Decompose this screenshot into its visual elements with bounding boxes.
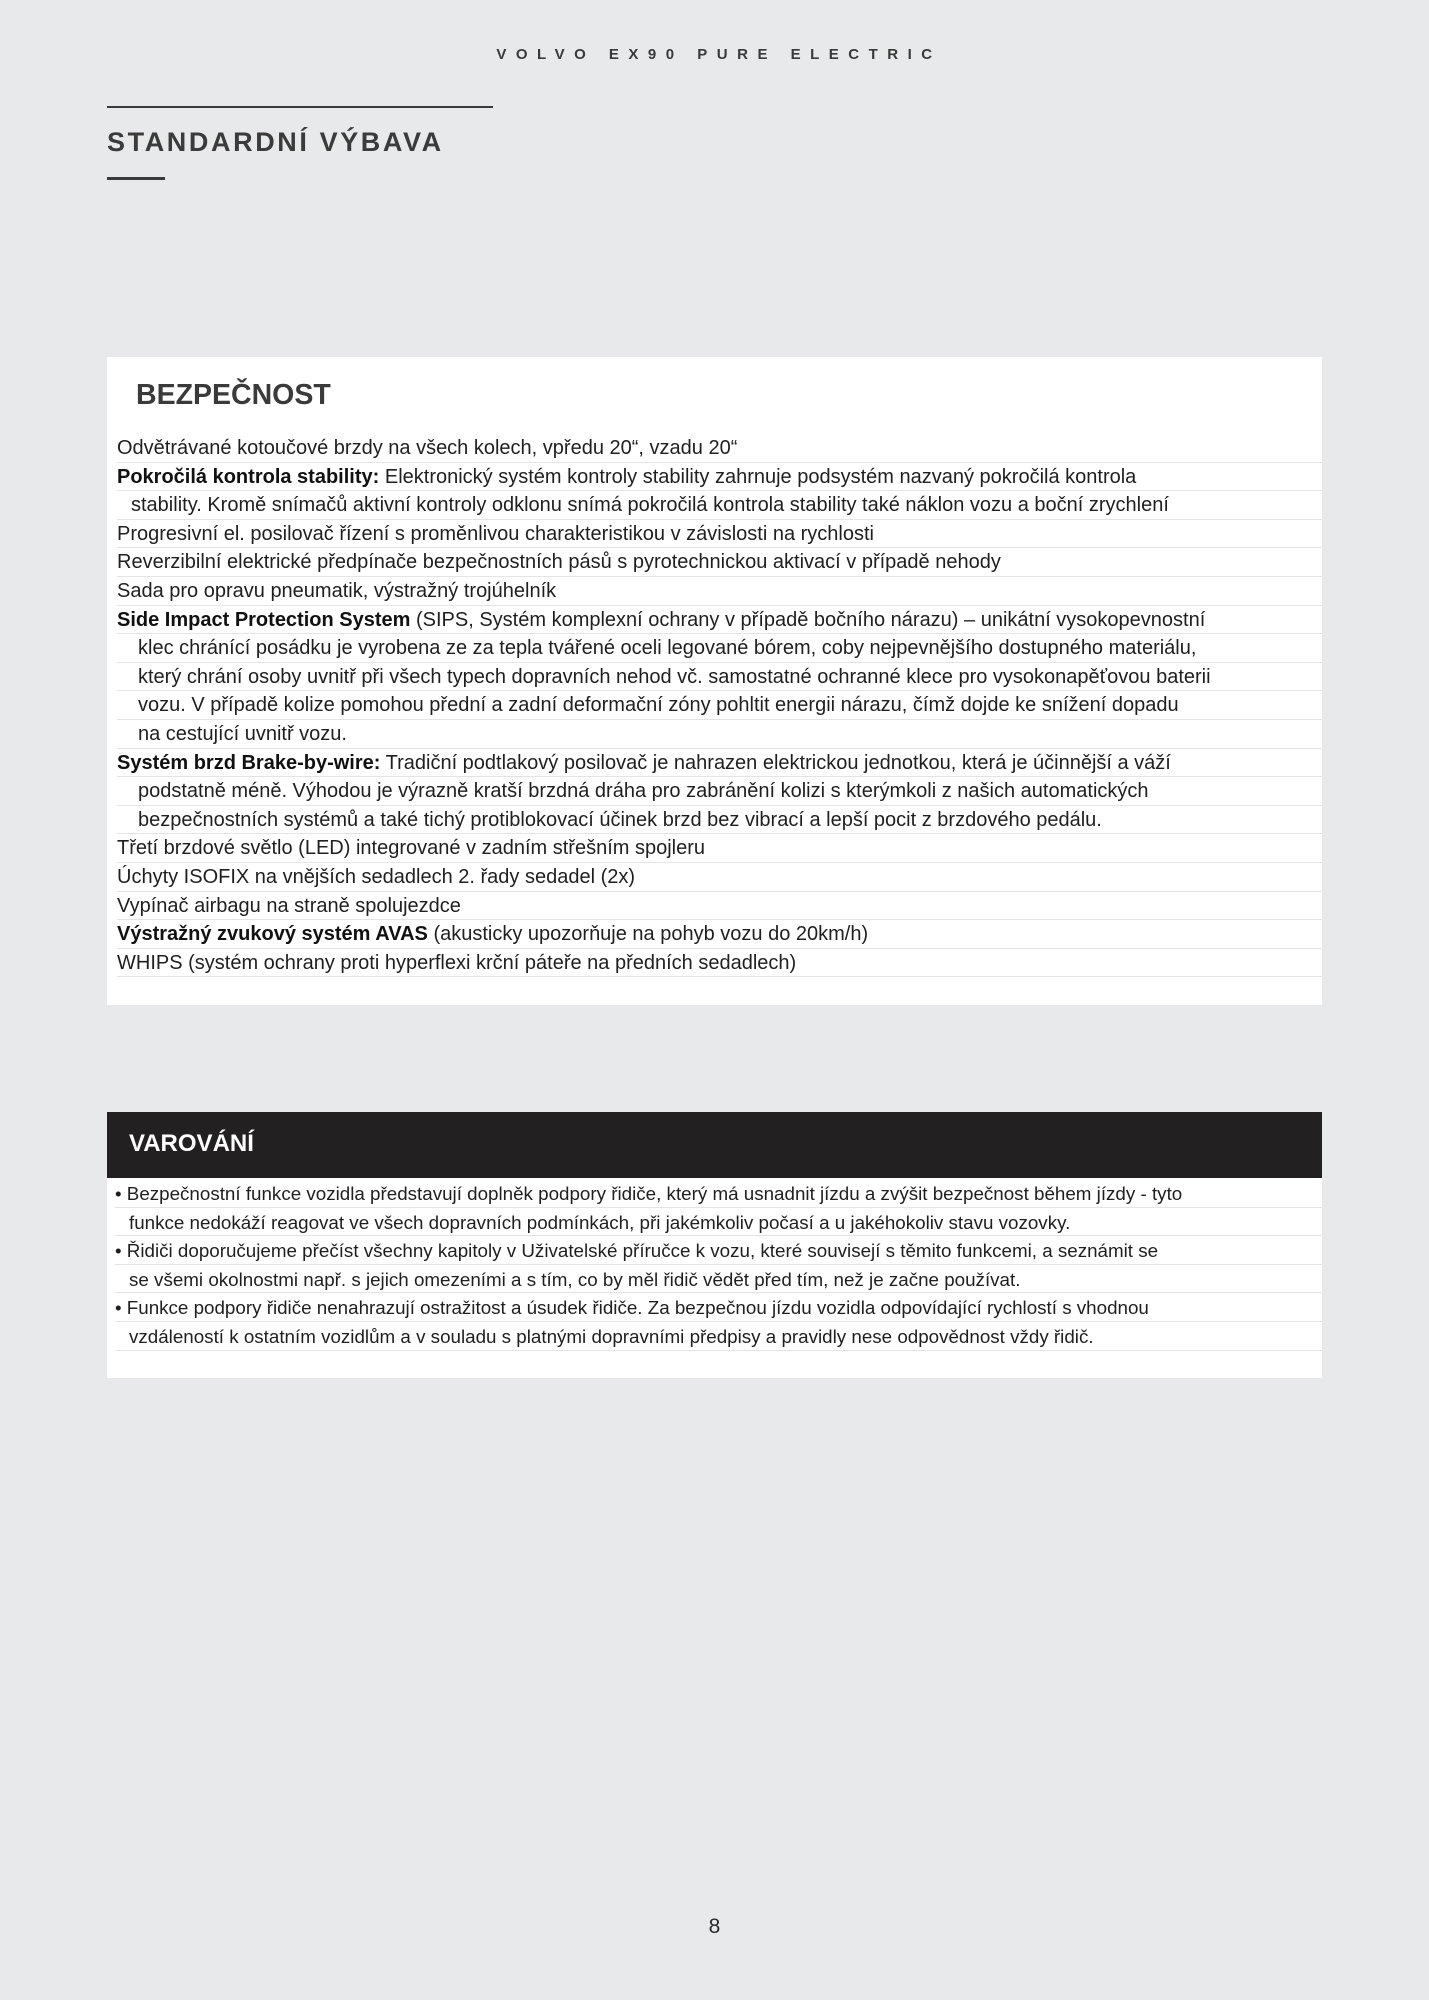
item-text: Tradiční podtlakový posilovač je nahrazen elektrickou jednotkou, která je účinnější a váží [380,751,1171,774]
warning-item-continuation: vzdáleností k ostatním vozidlům a v souladu s platnými dopravními předpisy a pravidly nese odpovědnost vždy řidič. [115,1322,1322,1351]
item-text: Úchyty ISOFIX na vnějších sedadlech 2. řady sedadel (2x) [117,865,636,888]
list-item-continuation [117,663,1322,692]
warning-item: • Funkce podpory řidiče nenahrazují ostražitost a úsudek řidiče. Za bezpečnou jízdu vozidla odpovídající rychlostí s vhodnou [115,1293,1322,1322]
list-item [117,606,1322,635]
safety-list [117,434,1322,977]
warning-item: • Bezpečnostní funkce vozidla představují doplněk podpory řidiče, který má usnadnit jízdu a zvýšit bezpečnost během jízdy - tyto [115,1179,1322,1208]
list-item-continuation [117,491,1322,520]
list-item [117,892,1322,921]
item-text: (SIPS, Systém komplexní ochrany v případě bočního nárazu) – unikátní vysokopevnostní [410,608,1206,631]
warning-item: • Řidiči doporučujeme přečíst všechny kapitoly v Uživatelské příručce k vozu, které souvisejí s těmito funkcemi, a seznámit se [115,1236,1322,1265]
safety-section [107,357,1322,1005]
item-text: na cestující uvnitř vozu. [138,722,347,745]
warning-list [115,1179,1322,1351]
item-text: WHIPS (systém ochrany proti hyperflexi krční páteře na předních sedadlech) [117,951,797,974]
item-text: Sada pro opravu pneumatik, výstražný trojúhelník [117,579,557,602]
list-item [117,749,1322,778]
title-underline [107,177,165,180]
list-item [117,863,1322,892]
item-text: bezpečnostních systémů a také tichý protiblokovací účinek brzd bez vibrací a lepší pocit z brzdového pedálu. [138,808,1102,831]
warning-item-continuation: funkce nedokáží reagovat ve všech dopravních podmínkách, při jakémkoliv počasí a u jakéhokoliv stavu vozovky. [115,1208,1322,1237]
item-text: který chrání osoby uvnitř při všech typech dopravních nehod vč. samostatné ochranné klece pro vysokonapěťovou baterii [138,665,1211,688]
header-rule [107,106,493,108]
safety-heading: BEZPEČNOST [136,379,331,411]
item-bold-label: Systém brzd Brake-by-wire: [117,751,381,774]
warning-section [107,1112,1322,1378]
item-text: Progresivní el. posilovač řízení s proměnlivou charakteristikou v závislosti na rychlosti [117,522,874,545]
list-item [117,548,1322,577]
warning-heading: VAROVÁNÍ [129,1130,254,1157]
item-text: Elektronický systém kontroly stability zahrnuje podsystém nazvaný pokročilá kontrola [379,465,1137,488]
item-text: Reverzibilní elektrické předpínače bezpečnostních pásů s pyrotechnickou aktivací v případě nehody [117,551,1001,574]
item-text: Vypínač airbagu na straně spolujezdce [117,894,461,917]
page-title: STANDARDNÍ VÝBAVA [107,127,444,157]
warning-header-bar [107,1112,1322,1178]
list-item-continuation [117,691,1322,720]
list-item [117,920,1322,949]
item-text: (akusticky upozorňuje na pohyb vozu do 20km/h) [427,923,869,946]
page-number: 8 [708,1915,721,1938]
list-item [117,520,1322,549]
item-text: stability. Kromě snímačů aktivní kontroly odklonu snímá pokročilá kontrola stability také náklon vozu a boční zrychlení [131,494,1169,517]
list-item [117,434,1322,463]
list-item [117,463,1322,492]
item-text: podstatně méně. Výhodou je výrazně kratší brzdná dráha pro zabránění kolizi s kterýmkoli z našich automatických [138,780,1149,803]
list-item [117,949,1322,978]
item-bold-label: Pokročilá kontrola stability: [117,465,380,488]
item-text: vozu. V případě kolize pomohou přední a zadní deformační zóny pohltit energii nárazu, čímž dojde ke snížení dopadu [138,694,1179,717]
item-bold-label: Side Impact Protection System [117,608,411,631]
list-item-continuation [117,720,1322,749]
list-item [117,834,1322,863]
item-text: Třetí brzdové světlo (LED) integrované v zadním střešním spojleru [117,837,706,860]
list-item-continuation [117,806,1322,835]
item-text: Odvětrávané kotoučové brzdy na všech kolech, vpředu 20“, vzadu 20“ [117,437,738,459]
brand-header: VOLVO EX90 PURE ELECTRIC [496,46,942,63]
warning-item-continuation: se všemi okolnostmi např. s jejich omezeními a s tím, co by měl řidič vědět před tím, než je začne používat. [115,1265,1322,1294]
list-item [117,577,1322,606]
item-text: klec chránící posádku je vyrobena ze za tepla tvářené oceli legované bórem, coby nejpevnějšího dostupného materiálu, [138,637,1197,660]
list-item-continuation [117,777,1322,806]
item-bold-label: Výstražný zvukový systém AVAS [117,923,428,946]
list-item-continuation [117,634,1322,663]
